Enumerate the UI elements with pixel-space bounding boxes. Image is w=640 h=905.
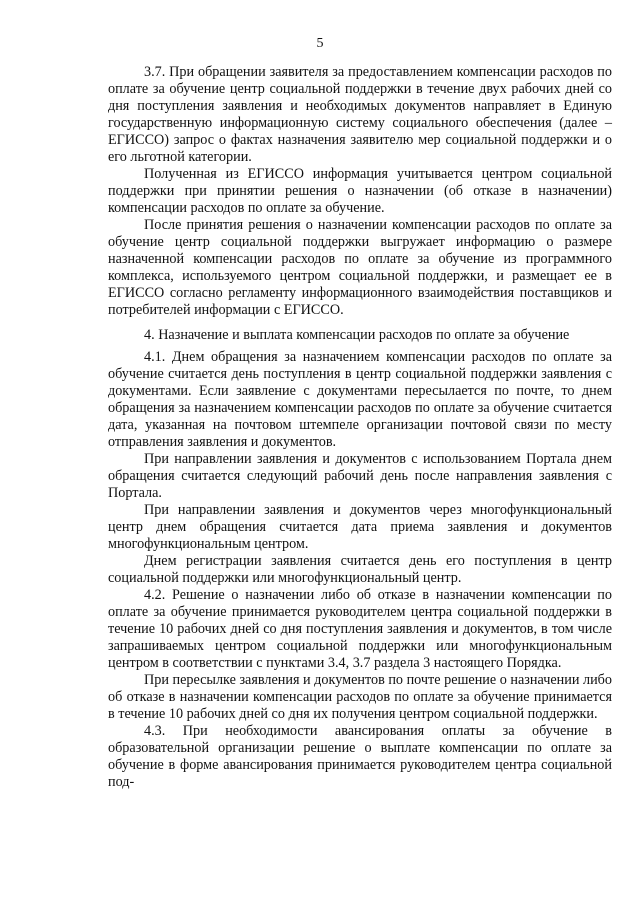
- paragraph-3-7: 3.7. При обращении заявителя за предоставлением компенсации расходов по оплате за обучение центр социальной поддержки в течение двух рабочих дней со дня поступления заявления и необходимых документов направляет в Единую государственную информационную систему социального обеспечения (далее – ЕГИССО) запрос о фактах назначения заявителю мер социальной поддержки и о его льготной категории.: [108, 64, 612, 165]
- paragraph-registration: Днем регистрации заявления считается день его поступления в центр социальной поддержки или многофункциональный центр.: [108, 553, 612, 586]
- paragraph-4-1: 4.1. Днем обращения за назначением компенсации расходов по оплате за обучение считается день поступления в центр социальной поддержки заявления с документами. Если заявление с документами пересылается по почте, то днем обращения за назначением компенсации расходов по оплате за обучение считается дата, указанная на почтовом штемпеле организации почтовой связи по месту отправления заявления и документов.: [108, 349, 612, 450]
- paragraph-4-3: 4.3. При необходимости авансирования оплаты за обучение в образовательной организации решение о выплате компенсации по оплате за обучение в форме авансирования принимается руководителем центра социальной под-: [108, 723, 612, 790]
- paragraph-portal: При направлении заявления и документов с использованием Портала днем обращения считается следующий рабочий день после направления заявления с Портала.: [108, 451, 612, 501]
- paragraph-mail: При пересылке заявления и документов по почте решение о назначении либо об отказе в назначении компенсации расходов по оплате за обучение принимается в течение 10 рабочих дней со дня их получения центром социальной поддержки.: [108, 672, 612, 722]
- document-body: [108, 64, 612, 791]
- paragraph-egisso-info: Полученная из ЕГИССО информация учитывается центром социальной поддержки при принятии решения о назначении (об отказе в назначении) компенсации расходов по оплате за обучение.: [108, 166, 612, 216]
- section-4-heading: 4. Назначение и выплата компенсации расходов по оплате за обучение: [144, 327, 570, 343]
- paragraph-4-2: 4.2. Решение о назначении либо об отказе в назначении компенсации по оплате за обучение принимается руководителем центра социальной поддержки в течение 10 рабочих дней со дня поступления заявления и документов, в том числе запрашиваемых центром социальной поддержки или многофункциональным центром в соответствии с пунктами 3.4, 3.7 раздела 3 настоящего Порядка.: [108, 587, 612, 671]
- paragraph-egisso-upload: После принятия решения о назначении компенсации расходов по оплате за обучение центр социальной поддержки выгружает информацию о размере назначенной компенсации расходов по оплате за обучение из программного комплекса, используемого центром социальной поддержки, и размещает ее в ЕГИССО согласно регламенту информационного взаимодействия поставщиков и потребителей информации с ЕГИССО.: [108, 217, 612, 318]
- page-number: 5: [316, 36, 324, 51]
- paragraph-mfc: При направлении заявления и документов через многофункциональный центр днем обращения считается дата приема заявления и документов многофункциональным центром.: [108, 502, 612, 552]
